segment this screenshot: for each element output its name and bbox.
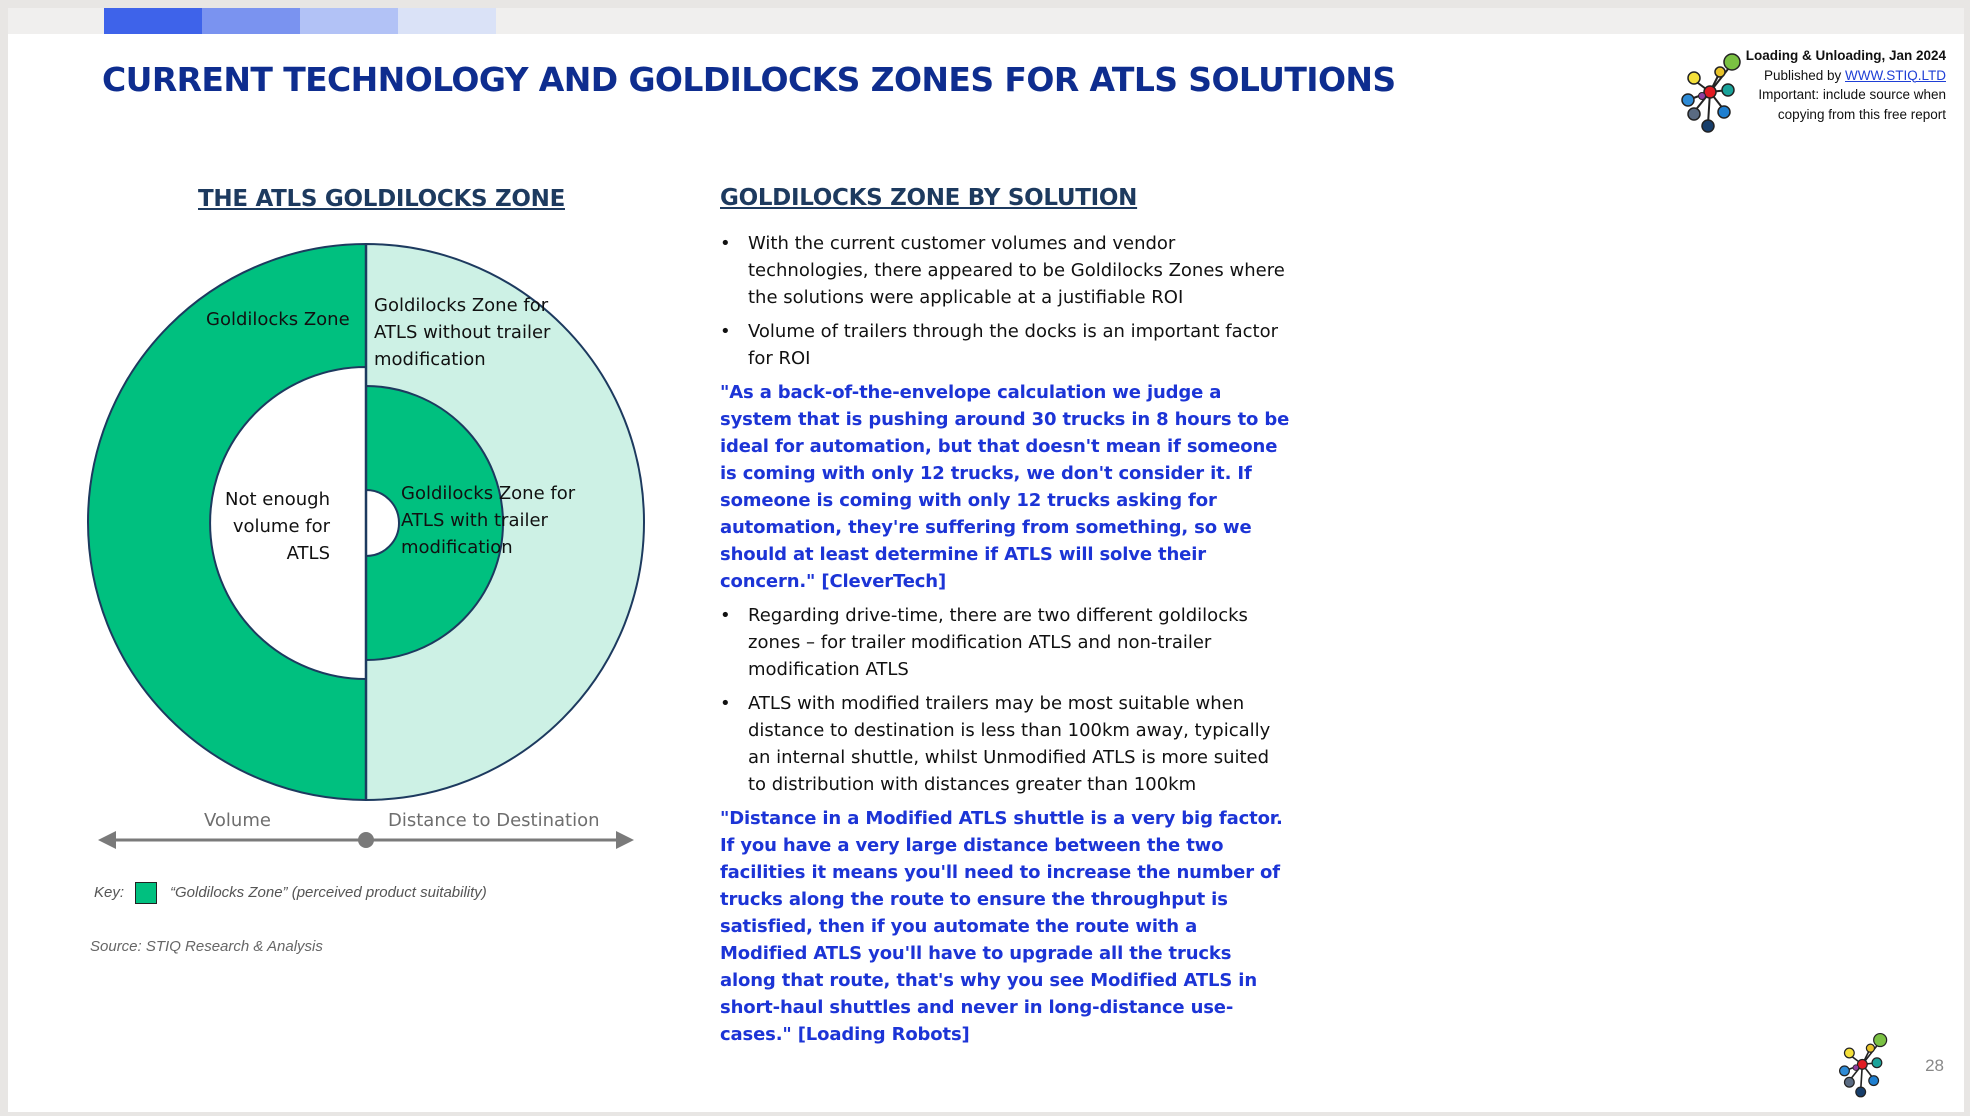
bullet-text: ATLS with modified trailers may be most suitable when distance to destination is less than 100km away, typically an internal shuttle, whilst Unmodified ATLS is more suited to distribution with distances greater than 100km (748, 693, 1271, 795)
publisher-note: Important: include source when (1758, 87, 1946, 102)
solution-body (720, 230, 1290, 1055)
bullet-item (720, 602, 1290, 683)
axis-right-arrow-icon (616, 831, 634, 849)
axis-label-volume: Volume (204, 810, 271, 831)
publisher-link[interactable]: WWW.STIQ.LTD (1845, 67, 1946, 83)
axis-center-dot (358, 832, 374, 848)
bullet-item (720, 318, 1290, 372)
slide (8, 8, 1964, 1112)
key-label: Key: (94, 884, 125, 901)
quote-loading-robots: "Distance in a Modified ATLS shuttle is a very big factor. If you have a very large distance between the two facilities it means you'll need to increase the number of trucks along the route to ensure the throughput is satisfied, then if you automate the route with a Modified ATLS you'll have to upgrade all the trucks along that route, that's why you see Modified ATLS in short-haul shuttles and never in long-distance use-cases." [Loading Robots] (720, 808, 1283, 1045)
key-text: “Goldilocks Zone” (perceived product suitability) (170, 884, 487, 901)
bullet-item (720, 690, 1290, 798)
bullet-item (720, 230, 1290, 311)
diagram-heading: THE ATLS GOLDILOCKS ZONE (198, 186, 565, 212)
label-with-trailer: Goldilocks Zone for ATLS with trailer modification (401, 483, 576, 558)
label-without-trailer: Goldilocks Zone for ATLS without trailer modification (374, 295, 551, 370)
publisher-report-title: Loading & Unloading, Jan 2024 (1745, 48, 1946, 63)
bullet-text: With the current customer volumes and vendor technologies, there appeared to be Goldilocks Zones where the solutions were applicable at a justifiable ROI (748, 233, 1285, 308)
page-number: 28 (1925, 1056, 1944, 1075)
axis-label-distance: Distance to Destination (388, 810, 600, 831)
bullet-icon: • (720, 605, 731, 626)
bullet-icon: • (720, 321, 731, 342)
bullet-text: Regarding drive-time, there are two different goldilocks zones – for trailer modification ATLS and non-trailer modification ATLS (748, 605, 1248, 680)
label-goldilocks-zone: Goldilocks Zone (206, 309, 350, 330)
bullet-text: Volume of trailers through the docks is an important factor for ROI (748, 321, 1279, 369)
bullet-icon: • (720, 233, 731, 254)
publisher-prefix: Published by (1763, 67, 1845, 83)
label-not-enough-volume: Not enough volume for ATLS (225, 489, 330, 564)
axis-left-arrow-icon (98, 831, 116, 849)
stiq-footer-logo-icon (1838, 1028, 1898, 1104)
key-swatch (135, 882, 157, 904)
solution-heading: GOLDILOCKS ZONE BY SOLUTION (720, 185, 1138, 211)
bullet-icon: • (720, 693, 731, 714)
source-note: Source: STIQ Research & Analysis (90, 938, 323, 955)
publisher-note: copying from this free report (1777, 106, 1946, 122)
page-title: CURRENT TECHNOLOGY AND GOLDILOCKS ZONES FOR ATLS SOLUTIONS (102, 60, 1396, 99)
quote-clevertech: "As a back-of-the-envelope calculation we judge a system that is pushing around 30 trucks in 8 hours to be ideal for automation, but that doesn't mean if someone is coming with only 12 trucks, we don't consider it. If someone is coming with only 12 trucks asking for automation, they're suffering from something, so we should at least determine if ATLS will solve their concern." [CleverTech] (720, 382, 1290, 592)
